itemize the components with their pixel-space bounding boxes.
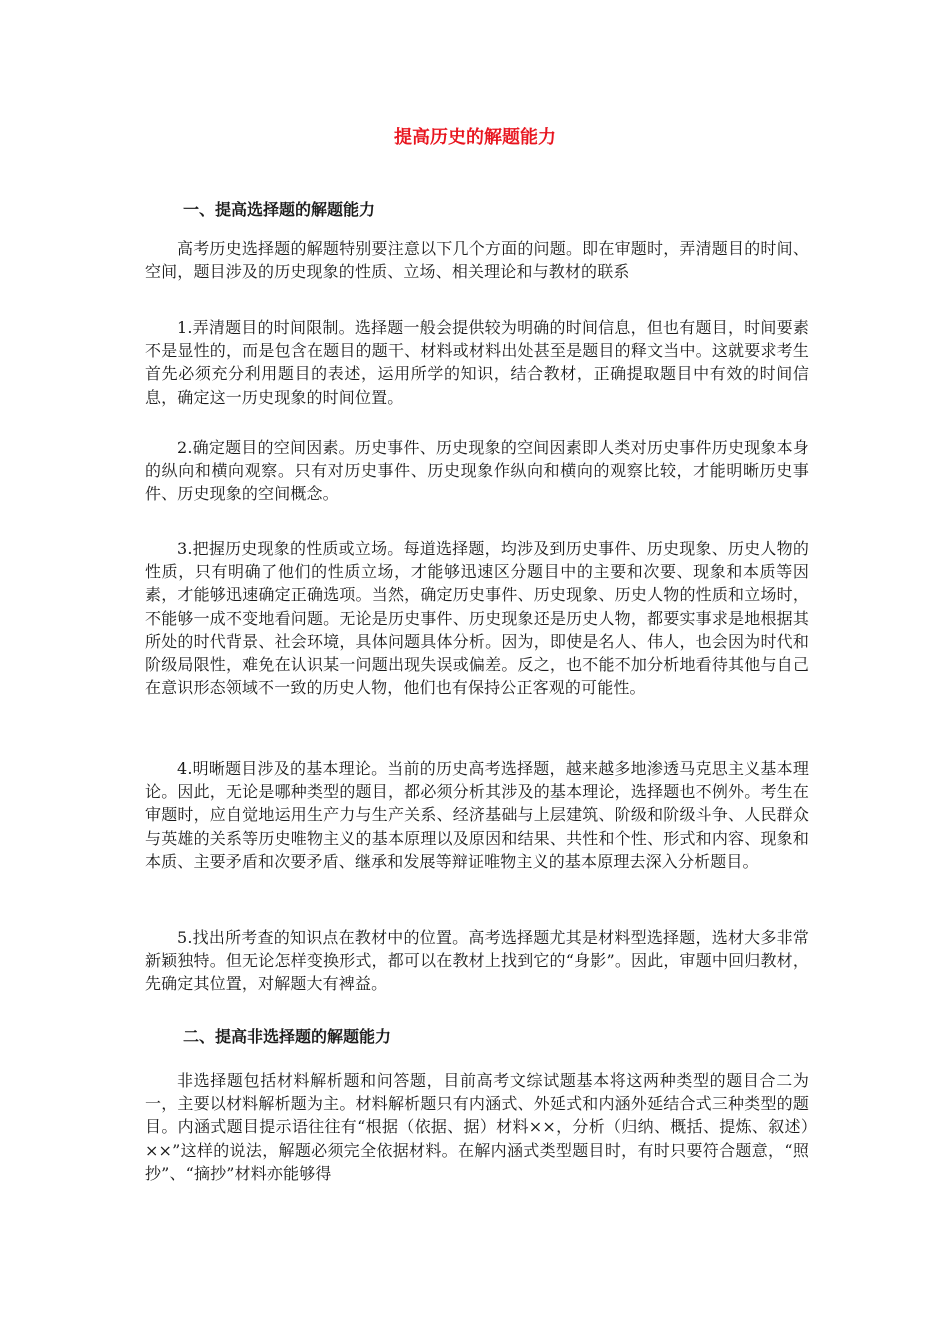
section-heading-non-choice-questions: 二、提高非选择题的解题能力 <box>183 1027 392 1046</box>
paragraph-point-3: 3.把握历史现象的性质或立场。每道选择题，均涉及到历史事件、历史现象、历史人物的性质，只有明确了他们的性质立场，才能够迅速区分题目中的主要和次要、现象和本质等因素，才能够迅速确定正确选项。当然，确定历史事件、历史现象、历史人物的性质和立场时，不能够一成不变地看问题。无论是历史事件、历史现象还是历史人物，都要实事求是地根据其所处的时代背景、社会环境，具体问题具体分析。因为，即使是名人、伟人，也会因为时代和阶级局限性，难免在认识某一问题出现失误或偏差。反之，也不能不加分析地看待其他与自己在意识形态领域不一致的历史人物，他们也有保持公正客观的可能性。 <box>145 539 809 698</box>
section-heading-choice-questions: 一、提高选择题的解题能力 <box>183 200 376 219</box>
paragraph-point-5: 5.找出所考查的知识点在教材中的位置。高考选择题尤其是材料型选择题，选材大多非常新颖独特。但无论怎样变换形式，都可以在教材上找到它的“身影”。因此，审题中回归教材，先确定其位置，对解题大有裨益。 <box>145 928 809 994</box>
paragraph-non-choice-intro: 非选择题包括材料解析题和问答题，目前高考文综试题基本将这两种类型的题目合二为一，主要以材料解析题为主。材料解析题只有内涵式、外延式和内涵外延结合式三种类型的题目。内涵式题目提示语往往有“根据（依据、据）材料××，分析（归纳、概括、提炼、叙述）××”这样的说法，解题必须完全依据材料。在解内涵式类型题目时，有时只要符合题意，“照抄”、“摘抄”材料亦能够得 <box>145 1071 809 1183</box>
document-title: 提高历史的解题能力 <box>394 127 556 148</box>
paragraph-point-4: 4.明晰题目涉及的基本理论。当前的历史高考选择题，越来越多地渗透马克思主义基本理论。因此，无论是哪种类型的题目，都必须分析其涉及的基本理论，选择题也不例外。考生在审题时，应自觉地运用生产力与生产关系、经济基础与上层建筑、阶级和阶级斗争、人民群众与英雄的关系等历史唯物主义的基本原理以及原因和结果、共性和个性、形式和内容、现象和本质、主要矛盾和次要矛盾、继承和发展等辩证唯物主义的基本原理去深入分析题目。 <box>145 759 809 871</box>
paragraph-point-2: 2.确定题目的空间因素。历史事件、历史现象的空间因素即人类对历史事件历史现象本身的纵向和横向观察。只有对历史事件、历史现象作纵向和横向的观察比较，才能明晰历史事件、历史现象的空间概念。 <box>145 438 809 504</box>
paragraph-intro: 高考历史选择题的解题特别要注意以下几个方面的问题。即在审题时，弄清题目的时间、空间，题目涉及的历史现象的性质、立场、相关理论和与教材的联系 <box>145 239 809 282</box>
paragraph-point-1: 1.弄清题目的时间限制。选择题一般会提供较为明确的时间信息，但也有题目，时间要素不是显性的，而是包含在题目的题干、材料或材料出处甚至是题目的释文当中。这就要求考生首先必须充分利用题目的表述，运用所学的知识，结合教材，正确提取题目中有效的时间信息，确定这一历史现象的时间位置。 <box>145 318 809 407</box>
